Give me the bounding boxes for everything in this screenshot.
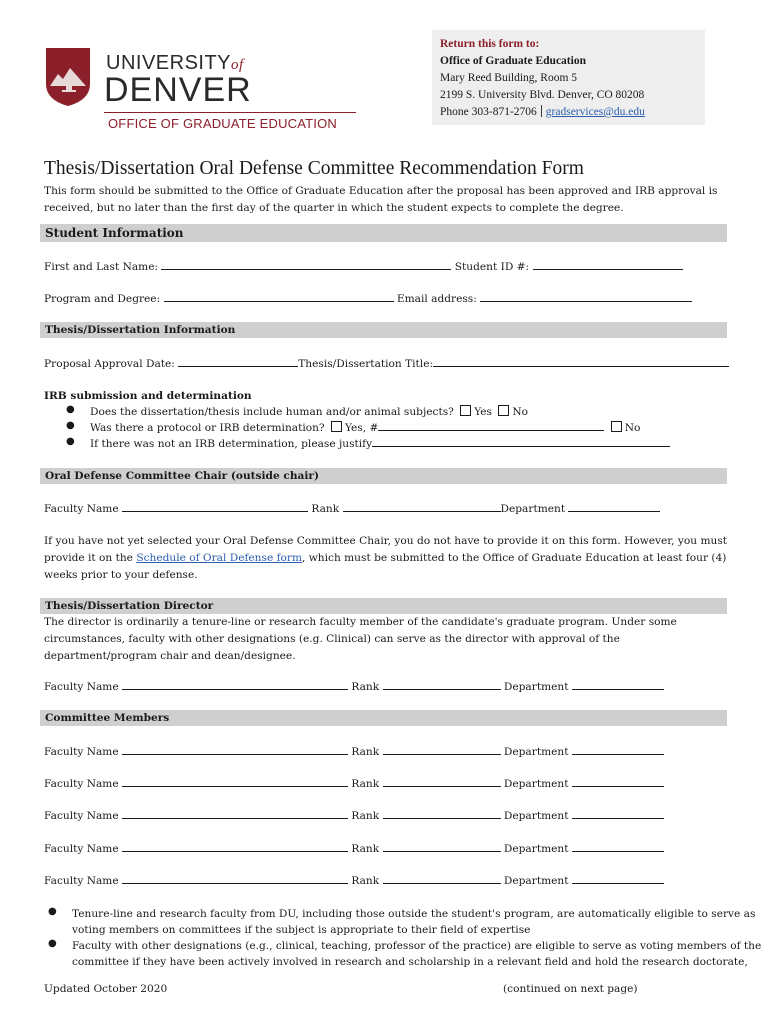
email-label: Email address: (396, 293, 477, 305)
member-rank-field[interactable] (383, 809, 501, 819)
chair-note (44, 533, 736, 584)
member-rank-field[interactable] (383, 874, 501, 884)
department-label: Department (503, 843, 569, 855)
faculty-name-label: Faculty Name (44, 875, 119, 887)
director-faculty-field[interactable] (122, 680, 348, 690)
intro-text: This form should be submitted to the Office of Graduate Education after the proposal has been approved and IRB approval is received, but no later than the first day of the quarter in which the student expects to complete the degree. (44, 185, 718, 214)
department-label: Department (500, 503, 566, 515)
section-thesis-information: Thesis/Dissertation Information (40, 322, 727, 338)
logo-divider (104, 112, 356, 113)
bullet-icon: ● (66, 420, 75, 431)
irb-q3-text: If there was not an IRB determination, please justify (90, 438, 373, 450)
name-row (44, 260, 683, 274)
separator (541, 105, 542, 117)
member-department-field[interactable] (572, 874, 664, 884)
faculty-name-label: Faculty Name (44, 778, 119, 790)
continued-note: (continued on next page) (503, 983, 638, 995)
committee-member-row (44, 874, 664, 888)
updated-date: Updated October 2020 (44, 983, 168, 995)
schedule-form-link[interactable]: Schedule of Oral Defense form (136, 552, 302, 564)
student-id-field[interactable] (533, 260, 683, 270)
member-department-field[interactable] (572, 809, 664, 819)
rank-label: Rank (351, 875, 380, 887)
member-department-field[interactable] (572, 777, 664, 787)
irb-q1-yes-label: Yes (474, 406, 492, 418)
irb-heading: IRB submission and determination (44, 390, 252, 402)
section-thesis-director: Thesis/Dissertation Director (40, 598, 727, 614)
bullet-icon: ● (48, 906, 57, 917)
thesis-title-field[interactable] (433, 357, 729, 367)
note-item (72, 938, 761, 970)
irb-q2-text: Was there a protocol or IRB determination? (90, 422, 325, 434)
irb-q2-row (90, 420, 640, 436)
section-student-information: Student Information (40, 224, 727, 242)
chair-faculty-field[interactable] (122, 502, 308, 512)
shield-icon (44, 46, 92, 108)
director-description: The director is ordinarily a tenure-line or research faculty member of the candidate's graduate program. Under some circumstances, faculty with other designations (e.g. Clinical) can serve as the director with approval of the department/program chair and dean/designee. (44, 616, 677, 662)
bullet-icon: ● (66, 404, 75, 415)
rank-label: Rank (351, 778, 380, 790)
member-faculty-field[interactable] (122, 842, 348, 852)
member-faculty-field[interactable] (122, 809, 348, 819)
department-label: Department (503, 875, 569, 887)
irb-q1-yes-checkbox[interactable] (460, 405, 471, 416)
section-committee-members: Committee Members (40, 710, 727, 726)
irb-q2-yes-checkbox[interactable] (331, 421, 342, 432)
committee-member-row (44, 809, 664, 823)
faculty-name-label: Faculty Name (44, 843, 119, 855)
university-logo (44, 44, 338, 136)
member-rank-field[interactable] (383, 842, 501, 852)
committee-member-row (44, 777, 664, 791)
note-line: voting members on committees if the subject is appropriate to their field of expertise (72, 924, 531, 936)
irb-number-field[interactable] (378, 421, 604, 431)
department-label: Department (503, 681, 569, 693)
email-field[interactable] (480, 292, 692, 302)
email-link[interactable]: gradservices@du.edu (545, 106, 645, 118)
member-rank-field[interactable] (383, 745, 501, 755)
member-faculty-field[interactable] (122, 777, 348, 787)
return-phone: Phone 303-871-2706 (440, 106, 537, 118)
return-heading: Return this form to: (440, 38, 540, 50)
faculty-name-label: Faculty Name (44, 503, 119, 515)
office-name: OFFICE OF GRADUATE EDUCATION (108, 116, 338, 131)
thesis-title-label: Thesis/Dissertation Title: (298, 358, 434, 370)
bullet-icon: ● (48, 938, 57, 949)
rank-label: Rank (351, 746, 380, 758)
member-department-field[interactable] (572, 842, 664, 852)
member-faculty-field[interactable] (122, 745, 348, 755)
irb-justify-field[interactable] (372, 437, 670, 447)
department-label: Department (503, 778, 569, 790)
chair-rank-field[interactable] (343, 502, 501, 512)
rank-label: Rank (351, 810, 380, 822)
chair-note-text: If you have not yet selected your Oral Defense Committee Chair, you do not have to provide it on this form. However, you must provide it on the (44, 535, 728, 564)
department-label: Department (503, 810, 569, 822)
student-id-label: Student ID #: (454, 261, 530, 273)
note-line: Faculty with other designations (e.g., clinical, teaching, professor of the practice) are eligible to serve as voting members of the (72, 940, 762, 952)
chair-row (44, 502, 660, 516)
member-department-field[interactable] (572, 745, 664, 755)
denver-wordmark: DENVER (104, 71, 252, 109)
note-line: Tenure-line and research faculty from DU, including those outside the student's program, are automatically eligible to serve as (72, 908, 756, 920)
name-label: First and Last Name: (44, 261, 159, 273)
irb-q1-row (90, 404, 528, 420)
faculty-name-label: Faculty Name (44, 810, 119, 822)
irb-q3-row (90, 436, 670, 452)
faculty-name-label: Faculty Name (44, 681, 119, 693)
director-row (44, 680, 664, 694)
irb-q1-no-checkbox[interactable] (498, 405, 509, 416)
committee-member-row (44, 842, 664, 856)
director-department-field[interactable] (572, 680, 664, 690)
note-item (72, 906, 755, 938)
irb-q2-no-checkbox[interactable] (611, 421, 622, 432)
rank-label: Rank (351, 681, 380, 693)
return-office: Office of Graduate Education (440, 55, 586, 67)
bullet-icon: ● (66, 436, 75, 447)
return-contact (440, 104, 697, 121)
university-wordmark: UNIVERSITYof (106, 52, 244, 74)
chair-department-field[interactable] (568, 502, 660, 512)
page-title: Thesis/Dissertation Oral Defense Committee Recommendation Form (44, 158, 584, 179)
rank-label: Rank (311, 503, 340, 515)
department-label: Department (503, 746, 569, 758)
director-rank-field[interactable] (383, 680, 501, 690)
program-row (44, 292, 692, 306)
approval-date-field[interactable] (178, 357, 298, 367)
rank-label: Rank (351, 843, 380, 855)
section-committee-chair: Oral Defense Committee Chair (outside chair) (40, 468, 727, 484)
return-street: 2199 S. University Blvd. Denver, CO 80208 (440, 89, 645, 101)
return-address-box (432, 30, 705, 125)
approval-row (44, 357, 729, 371)
chair-note-text-end: , which must be submitted to the Office of Graduate Education at least four (4) weeks prior to your defense. (44, 552, 727, 581)
irb-q1-text: Does the dissertation/thesis include human and/or animal subjects? (90, 406, 454, 418)
member-rank-field[interactable] (383, 777, 501, 787)
program-field[interactable] (164, 292, 394, 302)
program-label: Program and Degree: (44, 293, 161, 305)
committee-member-row (44, 745, 664, 759)
irb-q2-no-label: No (624, 422, 641, 434)
note-line: committee if they have been actively involved in research and scholarship in a relevant field and hold the research doctorate, (72, 956, 748, 968)
member-faculty-field[interactable] (122, 874, 348, 884)
faculty-name-label: Faculty Name (44, 746, 119, 758)
name-field[interactable] (161, 260, 451, 270)
approval-date-label: Proposal Approval Date: (44, 358, 175, 370)
irb-q2-yes-label: Yes, # (344, 422, 379, 434)
irb-q1-no-label: No (512, 406, 529, 418)
return-building: Mary Reed Building, Room 5 (440, 72, 578, 84)
